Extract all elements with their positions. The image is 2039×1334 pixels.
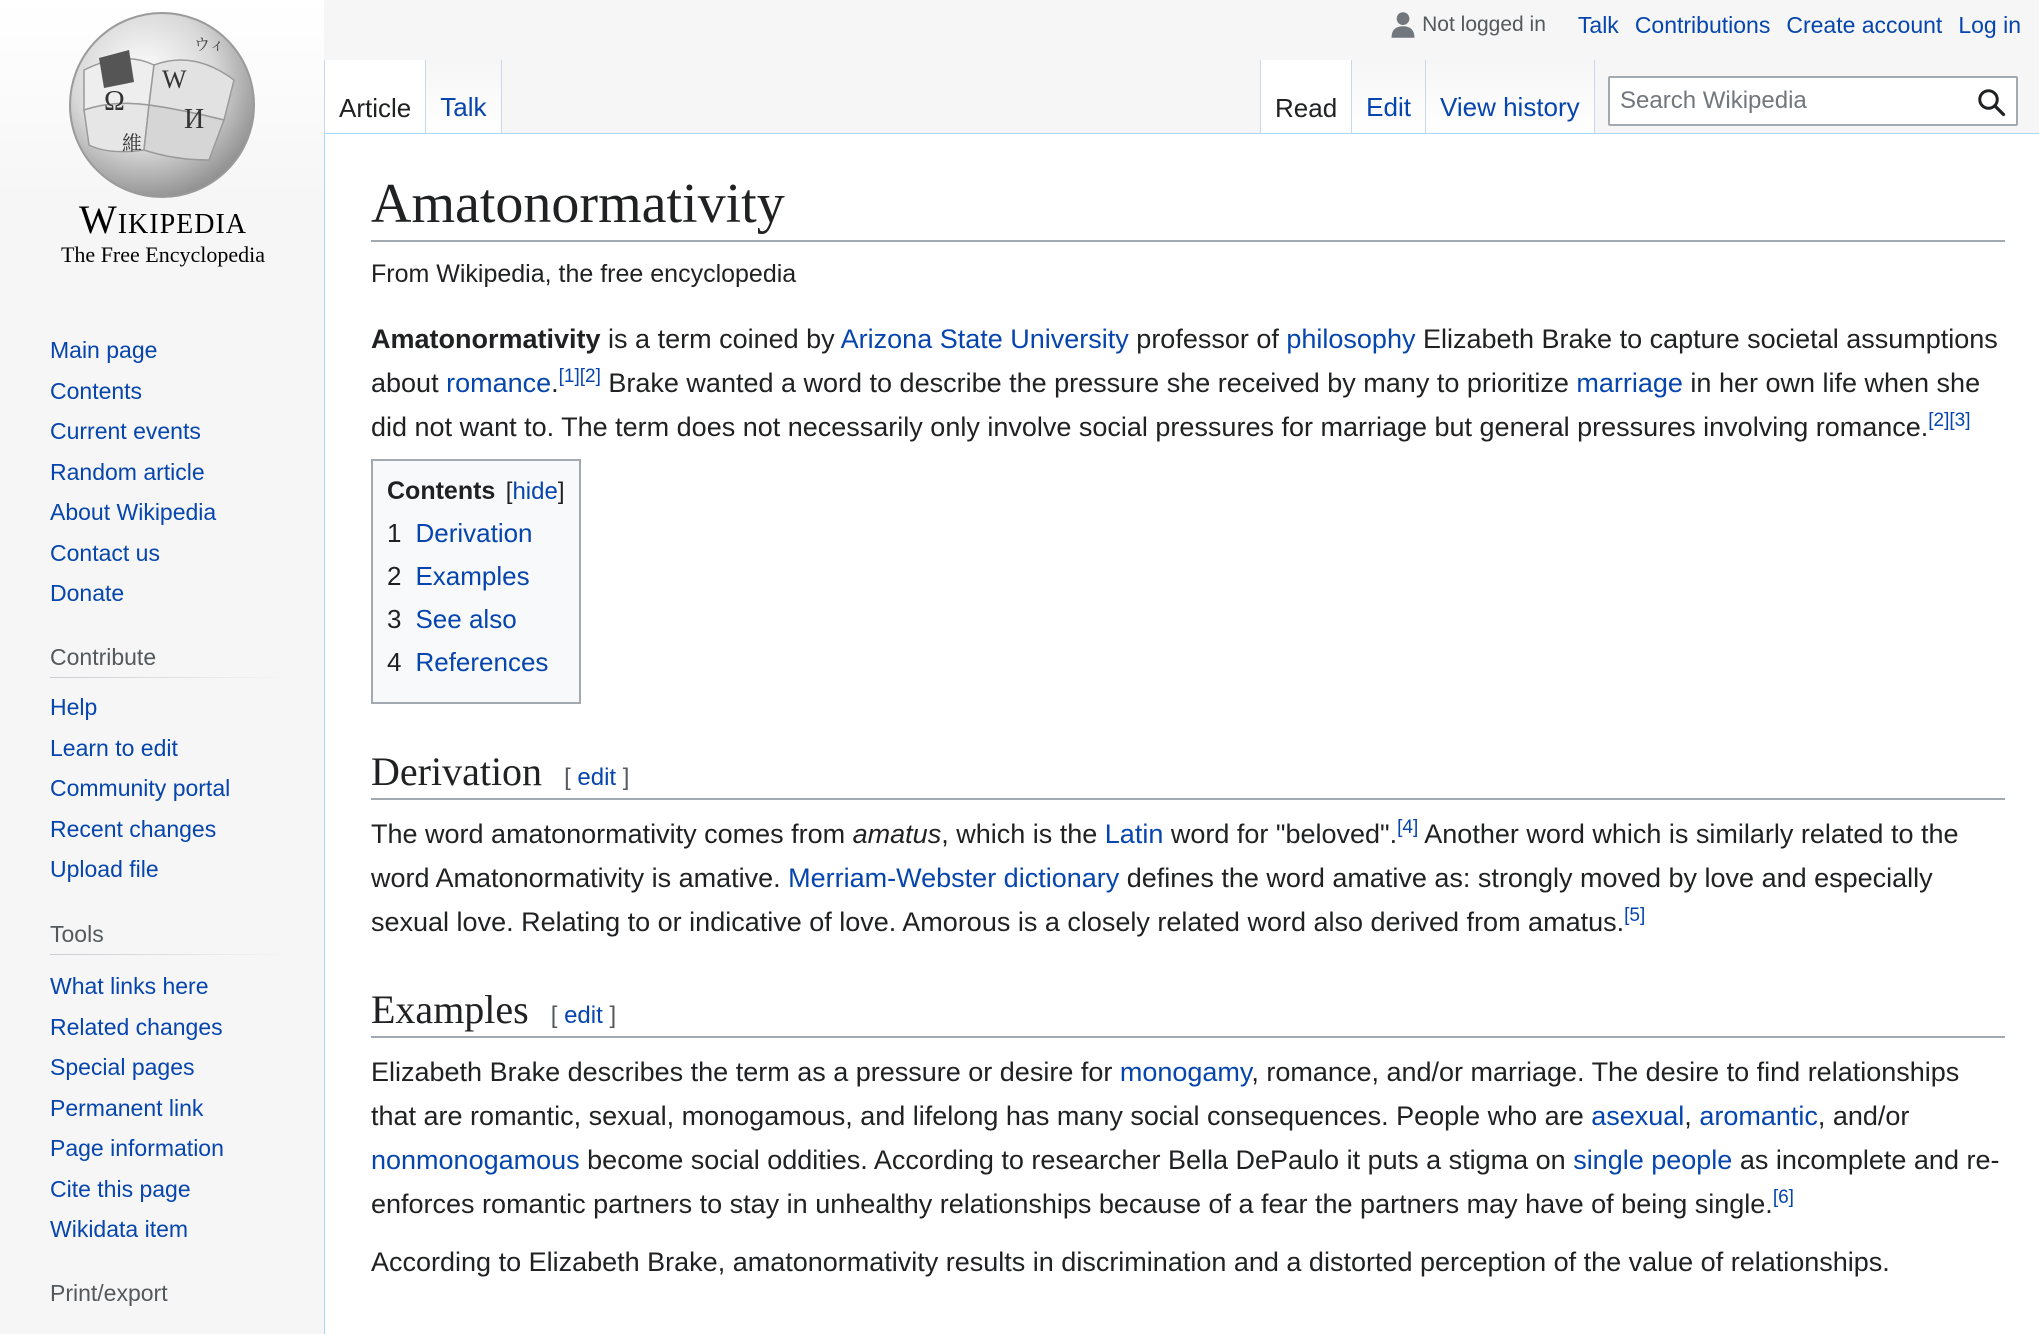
page-title: Amatonormativity bbox=[371, 174, 2005, 242]
sidebar bbox=[0, 0, 324, 1317]
tab-article[interactable]: Article bbox=[324, 60, 426, 134]
nav-wikidata-item[interactable]: Wikidata item bbox=[50, 1216, 189, 1242]
section-heading-derivation bbox=[371, 748, 2005, 800]
article-body bbox=[371, 134, 2005, 1284]
search-input[interactable] bbox=[1610, 78, 1970, 124]
toc-label[interactable]: See also bbox=[415, 603, 517, 634]
citation-6[interactable]: [6] bbox=[1772, 1186, 1794, 1208]
derivation-paragraph bbox=[371, 812, 2005, 944]
nav-related-changes[interactable]: Related changes bbox=[50, 1013, 223, 1040]
nav-current-events[interactable]: Current events bbox=[50, 418, 201, 444]
link-monogamy[interactable]: monogamy bbox=[1119, 1056, 1252, 1087]
toc-title: Contents bbox=[387, 476, 496, 505]
bracket: [ bbox=[550, 1001, 565, 1029]
divider bbox=[50, 954, 290, 955]
toc-label[interactable]: Derivation bbox=[415, 517, 533, 548]
bracket: ] bbox=[557, 477, 565, 505]
text: is a term coined by bbox=[600, 323, 841, 354]
text: , romance, and/or marriage. The desire to find relationships that are romantic, sexual, monogamous, and lifelong has many social consequences. People who are bbox=[371, 1056, 1960, 1131]
heading-text: Examples bbox=[371, 986, 529, 1032]
italic-term: amatus bbox=[852, 818, 942, 849]
toc-item-examples[interactable] bbox=[387, 555, 565, 598]
text: Elizabeth Brake describes the term as a pressure or desire for bbox=[371, 1056, 1120, 1087]
tools-heading: Tools bbox=[50, 921, 104, 947]
site-subtitle: From Wikipedia, the free encyclopedia bbox=[371, 259, 797, 288]
link-latin[interactable]: Latin bbox=[1104, 818, 1164, 849]
text: , and/or bbox=[1817, 1100, 1910, 1131]
bracket: ] bbox=[616, 763, 630, 791]
nav-contact-us[interactable]: Contact us bbox=[50, 539, 160, 566]
citation-2[interactable]: [2] bbox=[579, 365, 601, 387]
toc-number: 4 bbox=[387, 646, 402, 677]
link-aromantic[interactable]: aromantic bbox=[1699, 1100, 1818, 1131]
toc-number: 3 bbox=[387, 603, 402, 634]
text: Another word which is similarly related to the word Amatonormativity is amative. bbox=[371, 818, 1959, 893]
link-arizona-state-university[interactable]: Arizona State University bbox=[840, 323, 1129, 354]
text: , bbox=[1684, 1100, 1700, 1131]
citation-1[interactable]: [1] bbox=[558, 365, 580, 387]
citation-2[interactable]: [2] bbox=[1928, 409, 1950, 431]
toc-item-derivation[interactable] bbox=[387, 512, 565, 555]
examples-paragraph bbox=[371, 1050, 2005, 1226]
nav-contribute bbox=[50, 687, 230, 890]
link-merriam-webster[interactable]: Merriam-Webster dictionary bbox=[788, 862, 1120, 893]
nav-about-wikipedia[interactable]: About Wikipedia bbox=[50, 499, 217, 525]
toc-item-see-also[interactable] bbox=[387, 598, 565, 641]
tab-read[interactable]: Read bbox=[1260, 60, 1352, 134]
nav-random-article[interactable]: Random article bbox=[50, 458, 205, 485]
toc-label[interactable]: References bbox=[415, 646, 549, 677]
log-in-link[interactable]: Log in bbox=[1958, 11, 2021, 38]
talk-link[interactable]: Talk bbox=[1577, 11, 1619, 38]
nav-what-links-here[interactable]: What links here bbox=[50, 973, 209, 999]
edit-section bbox=[551, 1002, 616, 1029]
toc-number: 2 bbox=[387, 560, 402, 591]
wordmark: Wikipedia bbox=[78, 197, 248, 242]
text: word for "beloved". bbox=[1163, 818, 1398, 849]
edit-section-link[interactable]: edit bbox=[564, 1001, 603, 1029]
text: defines the word amative as: strongly moved by love and especially sexual love. Relating to or indicative of love. Amorous is a closely related word also derived from amatus. bbox=[371, 862, 1933, 937]
nav-main-page[interactable]: Main page bbox=[50, 337, 158, 363]
nav-help[interactable]: Help bbox=[50, 694, 98, 720]
user-icon bbox=[1390, 11, 1416, 39]
text: . bbox=[551, 367, 559, 398]
create-account-link[interactable]: Create account bbox=[1786, 11, 1943, 38]
table-of-contents bbox=[371, 459, 581, 704]
svg-text:Ω: Ω bbox=[104, 86, 125, 117]
nav-learn-to-edit[interactable]: Learn to edit bbox=[50, 734, 178, 761]
text: as incomplete and re-enforces romantic partners to stay in unhealthy relationships because of a fear the partners may have of being single. bbox=[371, 1144, 2000, 1219]
text: Elizabeth Brake to capture societal assumptions about bbox=[371, 323, 1998, 398]
divider bbox=[50, 677, 290, 678]
nav-community-portal[interactable]: Community portal bbox=[50, 775, 231, 801]
puzzle-globe-icon bbox=[70, 13, 254, 197]
toc-toggle bbox=[506, 478, 565, 505]
lead-paragraph bbox=[371, 317, 2005, 449]
nav-upload-file[interactable]: Upload file bbox=[50, 856, 159, 882]
nav-recent-changes[interactable]: Recent changes bbox=[50, 815, 217, 842]
section-heading-examples bbox=[371, 986, 2005, 1038]
examples-paragraph-2: According to Elizabeth Brake, amatonormativity results in discrimination and a distorted perception of the value of relationships. bbox=[371, 1246, 1890, 1277]
text: in her own life when she did not want to. The term does not necessarily only involve social pressures for marriage but general pressures involving romance. bbox=[371, 367, 1981, 442]
tab-edit[interactable]: Edit bbox=[1352, 60, 1426, 134]
nav-page-information[interactable]: Page information bbox=[50, 1135, 224, 1161]
toc-list bbox=[387, 512, 565, 684]
edit-section bbox=[564, 764, 629, 791]
text: professor of bbox=[1128, 323, 1287, 354]
link-romance[interactable]: romance bbox=[446, 367, 552, 398]
content-area bbox=[324, 133, 2039, 1334]
text: The word amatonormativity comes from bbox=[371, 818, 853, 849]
svg-text:ウィ: ウィ bbox=[194, 37, 226, 54]
bracket: [ bbox=[564, 763, 578, 791]
print-export-heading[interactable]: Print/export bbox=[50, 1280, 168, 1306]
personal-tools bbox=[1390, 8, 2021, 42]
nav-special-pages[interactable]: Special pages bbox=[50, 1054, 195, 1080]
namespace-tabs bbox=[324, 60, 502, 134]
view-tabs bbox=[1260, 60, 1595, 134]
citation-3[interactable]: [3] bbox=[1949, 409, 1971, 431]
heading-text: Derivation bbox=[371, 748, 543, 794]
citation-4[interactable]: [4] bbox=[1397, 816, 1419, 838]
nav-contents[interactable]: Contents bbox=[50, 377, 143, 404]
toc-item-references[interactable] bbox=[387, 641, 565, 684]
bold-term: Amatonormativity bbox=[371, 323, 601, 354]
tab-view-history[interactable]: View history bbox=[1426, 60, 1595, 134]
nav-permanent-link[interactable]: Permanent link bbox=[50, 1094, 204, 1121]
text: become social oddities. According to researcher Bella DePaulo it puts a stigma on bbox=[579, 1144, 1574, 1175]
svg-text:И: И bbox=[184, 104, 205, 135]
citation-5[interactable]: [5] bbox=[1624, 904, 1646, 926]
svg-text:W: W bbox=[162, 65, 187, 94]
toc-label[interactable]: Examples bbox=[415, 560, 530, 591]
bracket: [ bbox=[505, 477, 513, 505]
nav-donate[interactable]: Donate bbox=[50, 580, 125, 606]
not-logged-in-label: Not logged in bbox=[1422, 13, 1546, 36]
tab-talk[interactable]: Talk bbox=[426, 60, 501, 134]
tagline: The Free Encyclopedia bbox=[60, 242, 265, 267]
toc-hide-link[interactable]: hide bbox=[512, 477, 558, 505]
search-box bbox=[1608, 76, 2018, 126]
bracket: ] bbox=[602, 1001, 617, 1029]
edit-section-link[interactable]: edit bbox=[577, 763, 617, 791]
link-single-people[interactable]: single people bbox=[1573, 1144, 1733, 1175]
nav-cite-this-page[interactable]: Cite this page bbox=[50, 1175, 191, 1202]
search-icon[interactable] bbox=[1976, 87, 2006, 117]
link-nonmonogamous[interactable]: nonmonogamous bbox=[371, 1144, 580, 1175]
nav-tools bbox=[50, 966, 224, 1250]
contributions-link[interactable]: Contributions bbox=[1634, 11, 1771, 38]
svg-text:維: 維 bbox=[122, 133, 142, 155]
text: Brake wanted a word to describe the pressure she received by many to prioritize bbox=[600, 367, 1577, 398]
text: , which is the bbox=[941, 818, 1105, 849]
link-philosophy[interactable]: philosophy bbox=[1286, 323, 1416, 354]
nav-main bbox=[50, 330, 216, 614]
link-asexual[interactable]: asexual bbox=[1591, 1100, 1685, 1131]
contribute-heading: Contribute bbox=[50, 644, 157, 670]
toc-number: 1 bbox=[387, 517, 402, 548]
link-marriage[interactable]: marriage bbox=[1576, 367, 1683, 398]
